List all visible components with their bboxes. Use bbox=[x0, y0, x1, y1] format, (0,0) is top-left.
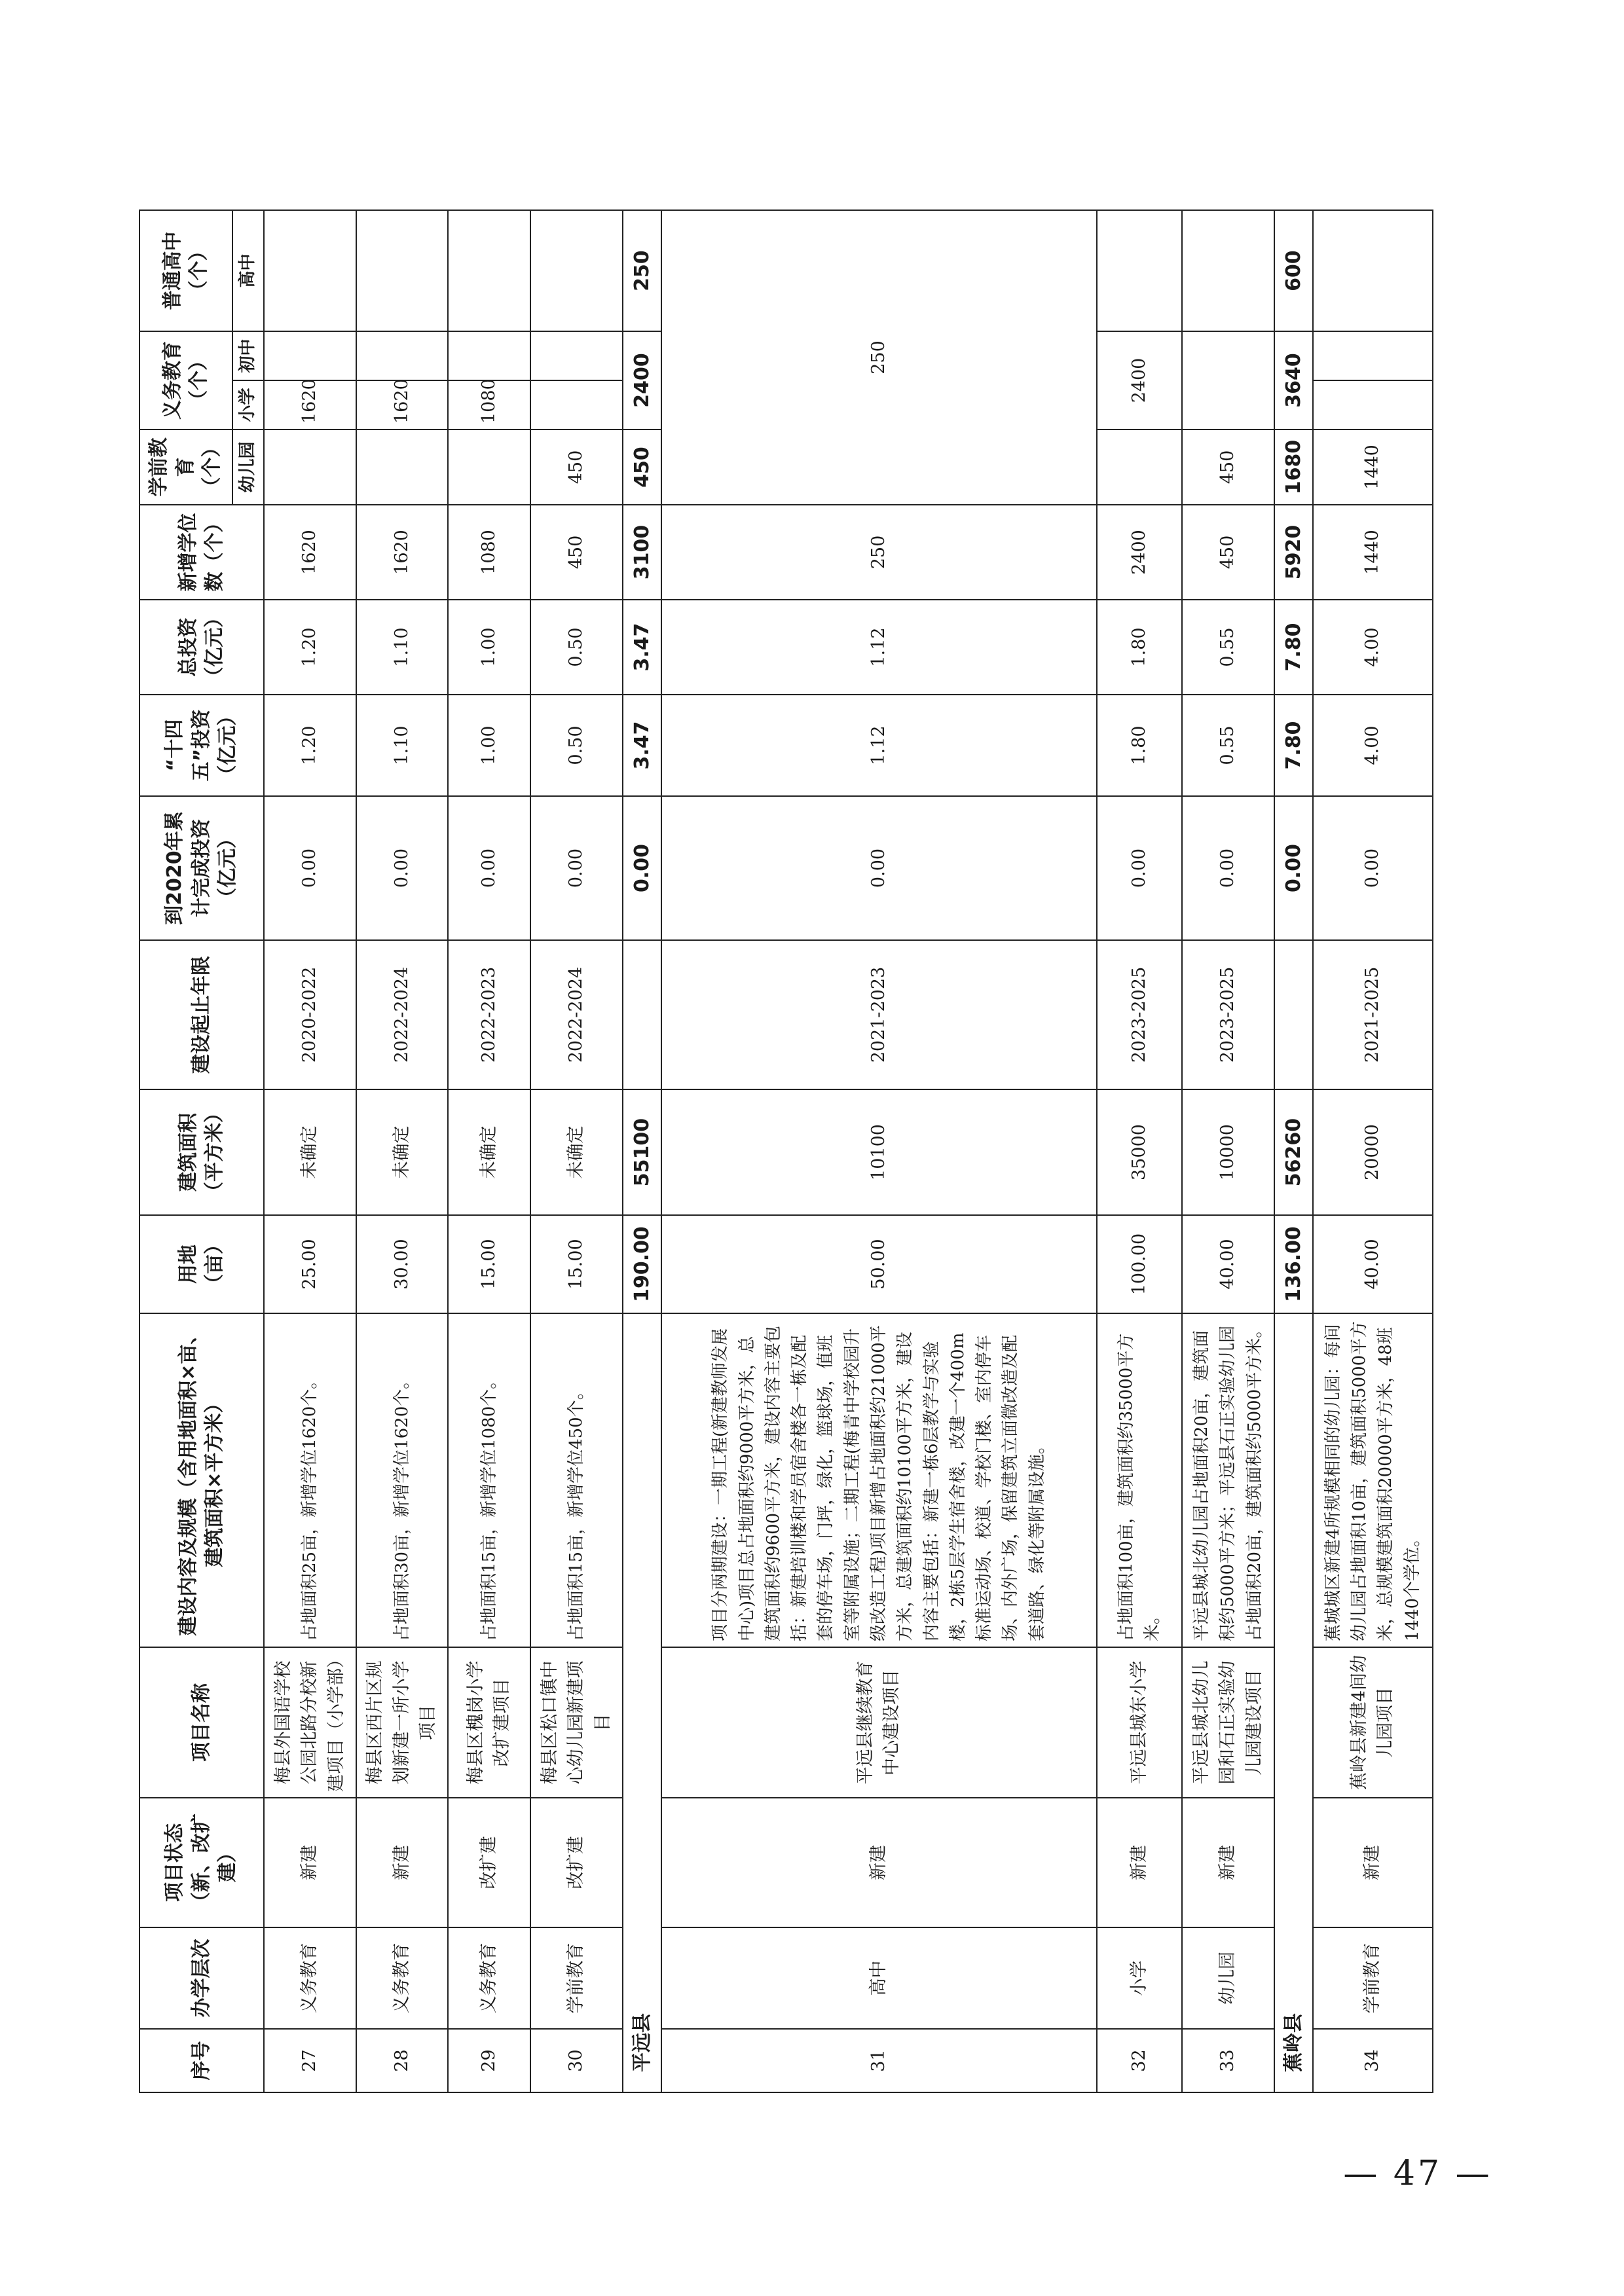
subtotal-land: 136.00 bbox=[1274, 1215, 1313, 1313]
cell-area: 未确定 bbox=[356, 1089, 449, 1215]
cell-area: 未确定 bbox=[530, 1089, 623, 1215]
cell-compulsory: 2400 bbox=[1097, 331, 1182, 429]
cell-seq: 27 bbox=[264, 2029, 356, 2092]
cell-period: 2022-2024 bbox=[356, 940, 449, 1089]
cell-done: 0.00 bbox=[356, 796, 449, 940]
cell-seats: 1620 bbox=[356, 505, 449, 600]
subtotal-area: 56260 bbox=[1274, 1089, 1313, 1215]
cell-content: 项目分两期建设：一期工程(新建教师发展中心)项目总占地面积约9000平方米，总建筑面积约9600平方米，建设内容主要包括：新建培训楼和学员宿舍楼各一栋及配套的停车场，门坪，绿化，篮球场，值班室等附属设施；二期工程(梅青中学校园升级改造工程)项目新增占地面积约21000平方米，总建筑面积约10100平方米，建设内容主要包括：新建一栋6层教学与实验楼，2栋5层学生宿舍楼，改建一个400m标准运动场、校道、学校门楼、室内停车场、内外广场，保留建筑立面微改造及配套道路、绿化等附属设施。 bbox=[661, 1313, 1097, 1647]
cell-content: 占地面积15亩，新增学位1080个。 bbox=[448, 1313, 530, 1647]
cell-period: 2022-2024 bbox=[530, 940, 623, 1089]
cell-total: 1.20 bbox=[264, 600, 356, 695]
cell-status: 新建 bbox=[356, 1798, 449, 1927]
cell-kindergarten: 1440 bbox=[1313, 429, 1433, 505]
cell-kindergarten: 450 bbox=[530, 429, 623, 505]
subtotal-senior: 600 bbox=[1274, 210, 1313, 331]
cell-level: 义务教育 bbox=[356, 1927, 449, 2029]
cell-period: 2020-2022 bbox=[264, 940, 356, 1089]
subtotal-period bbox=[1274, 940, 1313, 1089]
page-number: — 47 — bbox=[1343, 2154, 1492, 2193]
cell-primary bbox=[530, 380, 623, 429]
cell-done: 0.00 bbox=[448, 796, 530, 940]
cell-total: 4.00 bbox=[1313, 600, 1433, 695]
cell-kindergarten bbox=[356, 429, 449, 505]
cell-seq: 30 bbox=[530, 2029, 623, 2092]
cell-land: 50.00 bbox=[661, 1215, 1097, 1313]
table-row bbox=[1313, 210, 1433, 2092]
cell-total: 1.12 bbox=[661, 600, 1097, 695]
cell-content: 蕉城城区新建4所规模相同的幼儿园：每间幼儿园占地面积10亩，建筑面积5000平方米，总规模建筑面积20000平方米，48班1440个学位。 bbox=[1313, 1313, 1433, 1647]
cell-period: 2021-2023 bbox=[661, 940, 1097, 1089]
cell-primary bbox=[1313, 380, 1433, 429]
cell-period: 2023-2025 bbox=[1182, 940, 1274, 1089]
cell-status: 新建 bbox=[264, 1798, 356, 1927]
table-row bbox=[1097, 210, 1182, 2092]
cell-compulsory bbox=[1182, 331, 1274, 429]
cell-land: 30.00 bbox=[356, 1215, 449, 1313]
cell-seats: 250 bbox=[661, 505, 1097, 600]
cell-seq: 32 bbox=[1097, 2029, 1182, 2092]
subtotal-area: 55100 bbox=[623, 1089, 661, 1215]
subtotal-senior: 250 bbox=[623, 210, 661, 331]
header-done-2020: 到2020年累计完成投资（亿元） bbox=[139, 796, 264, 940]
cell-content: 占地面积25亩，新增学位1620个。 bbox=[264, 1313, 356, 1647]
cell-status: 改扩建 bbox=[530, 1798, 623, 1927]
cell-land: 40.00 bbox=[1182, 1215, 1274, 1313]
header-preschool: 学前教育（个） bbox=[139, 429, 232, 505]
cell-primary: 1620 bbox=[264, 380, 356, 429]
cell-seats: 450 bbox=[530, 505, 623, 600]
header-area: 建筑面积（平方米） bbox=[139, 1089, 264, 1215]
cell-senior bbox=[1182, 210, 1274, 331]
cell-seq: 31 bbox=[661, 2029, 1097, 2092]
cell-investment: 1.80 bbox=[1097, 695, 1182, 796]
cell-done: 0.00 bbox=[1313, 796, 1433, 940]
cell-content: 占地面积15亩，新增学位450个。 bbox=[530, 1313, 623, 1647]
cell-seq: 34 bbox=[1313, 2029, 1433, 2092]
cell-seq: 28 bbox=[356, 2029, 449, 2092]
header-middle: 初中 bbox=[232, 331, 264, 380]
cell-done: 0.00 bbox=[1182, 796, 1274, 940]
cell-senior bbox=[530, 210, 623, 331]
cell-level: 学前教育 bbox=[1313, 1927, 1433, 2029]
cell-area: 未确定 bbox=[264, 1089, 356, 1215]
subtotal-kindergarten: 450 bbox=[623, 429, 661, 505]
cell-investment: 1.10 bbox=[356, 695, 449, 796]
table-row bbox=[264, 210, 356, 2092]
cell-status: 新建 bbox=[1182, 1798, 1274, 1927]
subtotal-period bbox=[623, 940, 661, 1089]
cell-middle bbox=[448, 331, 530, 380]
cell-investment: 0.50 bbox=[530, 695, 623, 796]
cell-level: 义务教育 bbox=[448, 1927, 530, 2029]
cell-seq: 33 bbox=[1182, 2029, 1274, 2092]
subtotal-land: 190.00 bbox=[623, 1215, 661, 1313]
cell-total: 1.00 bbox=[448, 600, 530, 695]
subtotal-total: 7.80 bbox=[1274, 600, 1313, 695]
subtotal-row bbox=[1274, 210, 1313, 2092]
table-row bbox=[1182, 210, 1274, 2092]
table-row bbox=[530, 210, 623, 2092]
cell-senior bbox=[264, 210, 356, 331]
header-kindergarten: 幼儿园 bbox=[232, 429, 264, 505]
cell-middle bbox=[530, 331, 623, 380]
cell-senior bbox=[1313, 210, 1433, 331]
cell-investment: 1.12 bbox=[661, 695, 1097, 796]
subtotal-done: 0.00 bbox=[1274, 796, 1313, 940]
cell-kindergarten bbox=[448, 429, 530, 505]
cell-middle bbox=[1313, 331, 1433, 380]
cell-seats: 1620 bbox=[264, 505, 356, 600]
cell-primary: 1080 bbox=[448, 380, 530, 429]
subtotal-investment: 7.80 bbox=[1274, 695, 1313, 796]
cell-senior-merged: 250 bbox=[661, 210, 1097, 505]
cell-level: 小学 bbox=[1097, 1927, 1182, 2029]
cell-land: 100.00 bbox=[1097, 1215, 1182, 1313]
cell-name: 梅县区槐岗小学改扩建项目 bbox=[448, 1647, 530, 1798]
cell-level: 幼儿园 bbox=[1182, 1927, 1274, 2029]
cell-status: 新建 bbox=[1313, 1798, 1433, 1927]
cell-done: 0.00 bbox=[1097, 796, 1182, 940]
cell-status: 改扩建 bbox=[448, 1798, 530, 1927]
header-primary: 小学 bbox=[232, 380, 264, 429]
subtotal-investment: 3.47 bbox=[623, 695, 661, 796]
cell-middle bbox=[356, 331, 449, 380]
header-compulsory: 义务教育（个） bbox=[139, 331, 232, 429]
cell-level: 高中 bbox=[661, 1927, 1097, 2029]
header-level: 办学层次 bbox=[139, 1927, 264, 2029]
cell-name: 梅县区西片区规划新建一所小学项目 bbox=[356, 1647, 449, 1798]
cell-investment: 0.55 bbox=[1182, 695, 1274, 796]
cell-status: 新建 bbox=[661, 1798, 1097, 1927]
cell-status: 新建 bbox=[1097, 1798, 1182, 1927]
cell-period: 2021-2025 bbox=[1313, 940, 1433, 1089]
cell-name: 平远县城东小学 bbox=[1097, 1647, 1182, 1798]
region-name: 平远县 bbox=[623, 1313, 661, 2092]
cell-investment: 1.20 bbox=[264, 695, 356, 796]
cell-senior bbox=[1097, 210, 1182, 331]
cell-seats: 1080 bbox=[448, 505, 530, 600]
cell-land: 15.00 bbox=[530, 1215, 623, 1313]
subtotal-compulsory: 3640 bbox=[1274, 331, 1313, 429]
cell-done: 0.00 bbox=[661, 796, 1097, 940]
header-total-investment: 总投资（亿元） bbox=[139, 600, 264, 695]
table-row bbox=[356, 210, 449, 2092]
cell-name: 平远县继续教育中心建设项目 bbox=[661, 1647, 1097, 1798]
cell-kindergarten bbox=[1097, 429, 1182, 505]
cell-content: 占地面积100亩，建筑面积约35000平方米。 bbox=[1097, 1313, 1182, 1647]
cell-level: 义务教育 bbox=[264, 1927, 356, 2029]
subtotal-total: 3.47 bbox=[623, 600, 661, 695]
cell-content: 平远县城北幼儿园占地面积20亩，建筑面积约5000平方米；平远县石正实验幼儿园占地面积20亩，建筑面积约5000平方米。 bbox=[1182, 1313, 1274, 1647]
cell-middle bbox=[264, 331, 356, 380]
cell-area: 35000 bbox=[1097, 1089, 1182, 1215]
header-high-school: 普通高中（个） bbox=[139, 210, 232, 331]
cell-name: 梅县外国语学校公园北路分校新建项目（小学部） bbox=[264, 1647, 356, 1798]
cell-investment: 4.00 bbox=[1313, 695, 1433, 796]
header-content: 建设内容及规模（含用地面积×亩、建筑面积×平方米） bbox=[139, 1313, 264, 1647]
project-table bbox=[139, 210, 1433, 2093]
cell-total: 1.10 bbox=[356, 600, 449, 695]
cell-done: 0.00 bbox=[264, 796, 356, 940]
cell-investment: 1.00 bbox=[448, 695, 530, 796]
cell-area: 未确定 bbox=[448, 1089, 530, 1215]
cell-kindergarten bbox=[264, 429, 356, 505]
cell-area: 10000 bbox=[1182, 1089, 1274, 1215]
cell-kindergarten: 450 bbox=[1182, 429, 1274, 505]
cell-primary: 1620 bbox=[356, 380, 449, 429]
cell-period: 2022-2023 bbox=[448, 940, 530, 1089]
header-status: 项目状态（新、改扩建） bbox=[139, 1798, 264, 1927]
cell-seq: 29 bbox=[448, 2029, 530, 2092]
cell-name: 蕉岭县新建4间幼儿园项目 bbox=[1313, 1647, 1433, 1798]
cell-land: 25.00 bbox=[264, 1215, 356, 1313]
cell-name: 梅县区松口镇中心幼儿园新建项目 bbox=[530, 1647, 623, 1798]
subtotal-done: 0.00 bbox=[623, 796, 661, 940]
region-name: 蕉岭县 bbox=[1274, 1313, 1313, 2092]
cell-done: 0.00 bbox=[530, 796, 623, 940]
cell-seats: 1440 bbox=[1313, 505, 1433, 600]
header-seq: 序号 bbox=[139, 2029, 264, 2092]
cell-area: 20000 bbox=[1313, 1089, 1433, 1215]
cell-total: 0.50 bbox=[530, 600, 623, 695]
subtotal-compulsory: 2400 bbox=[623, 331, 661, 429]
cell-content: 占地面积30亩，新增学位1620个。 bbox=[356, 1313, 449, 1647]
cell-land: 40.00 bbox=[1313, 1215, 1433, 1313]
cell-total: 0.55 bbox=[1182, 600, 1274, 695]
cell-senior bbox=[356, 210, 449, 331]
cell-area: 10100 bbox=[661, 1089, 1097, 1215]
cell-seats: 2400 bbox=[1097, 505, 1182, 600]
project-table-wrapper bbox=[139, 211, 1433, 2093]
table-row bbox=[661, 210, 1097, 2092]
cell-period: 2023-2025 bbox=[1097, 940, 1182, 1089]
cell-seats: 450 bbox=[1182, 505, 1274, 600]
cell-name: 平远县城北幼儿园和石正实验幼儿园建设项目 bbox=[1182, 1647, 1274, 1798]
header-land: 用地（亩） bbox=[139, 1215, 264, 1313]
cell-total: 1.80 bbox=[1097, 600, 1182, 695]
subtotal-seats: 5920 bbox=[1274, 505, 1313, 600]
header-name: 项目名称 bbox=[139, 1647, 264, 1798]
header-senior: 高中 bbox=[232, 210, 264, 331]
table-row bbox=[448, 210, 530, 2092]
header-new-seats: 新增学位数（个） bbox=[139, 505, 264, 600]
cell-level: 学前教育 bbox=[530, 1927, 623, 2029]
subtotal-seats: 3100 bbox=[623, 505, 661, 600]
header-investment-145: “十四五”投资（亿元） bbox=[139, 695, 264, 796]
cell-land: 15.00 bbox=[448, 1215, 530, 1313]
header-period: 建设起止年限 bbox=[139, 940, 264, 1089]
subtotal-kindergarten: 1680 bbox=[1274, 429, 1313, 505]
cell-senior bbox=[448, 210, 530, 331]
subtotal-row bbox=[623, 210, 661, 2092]
